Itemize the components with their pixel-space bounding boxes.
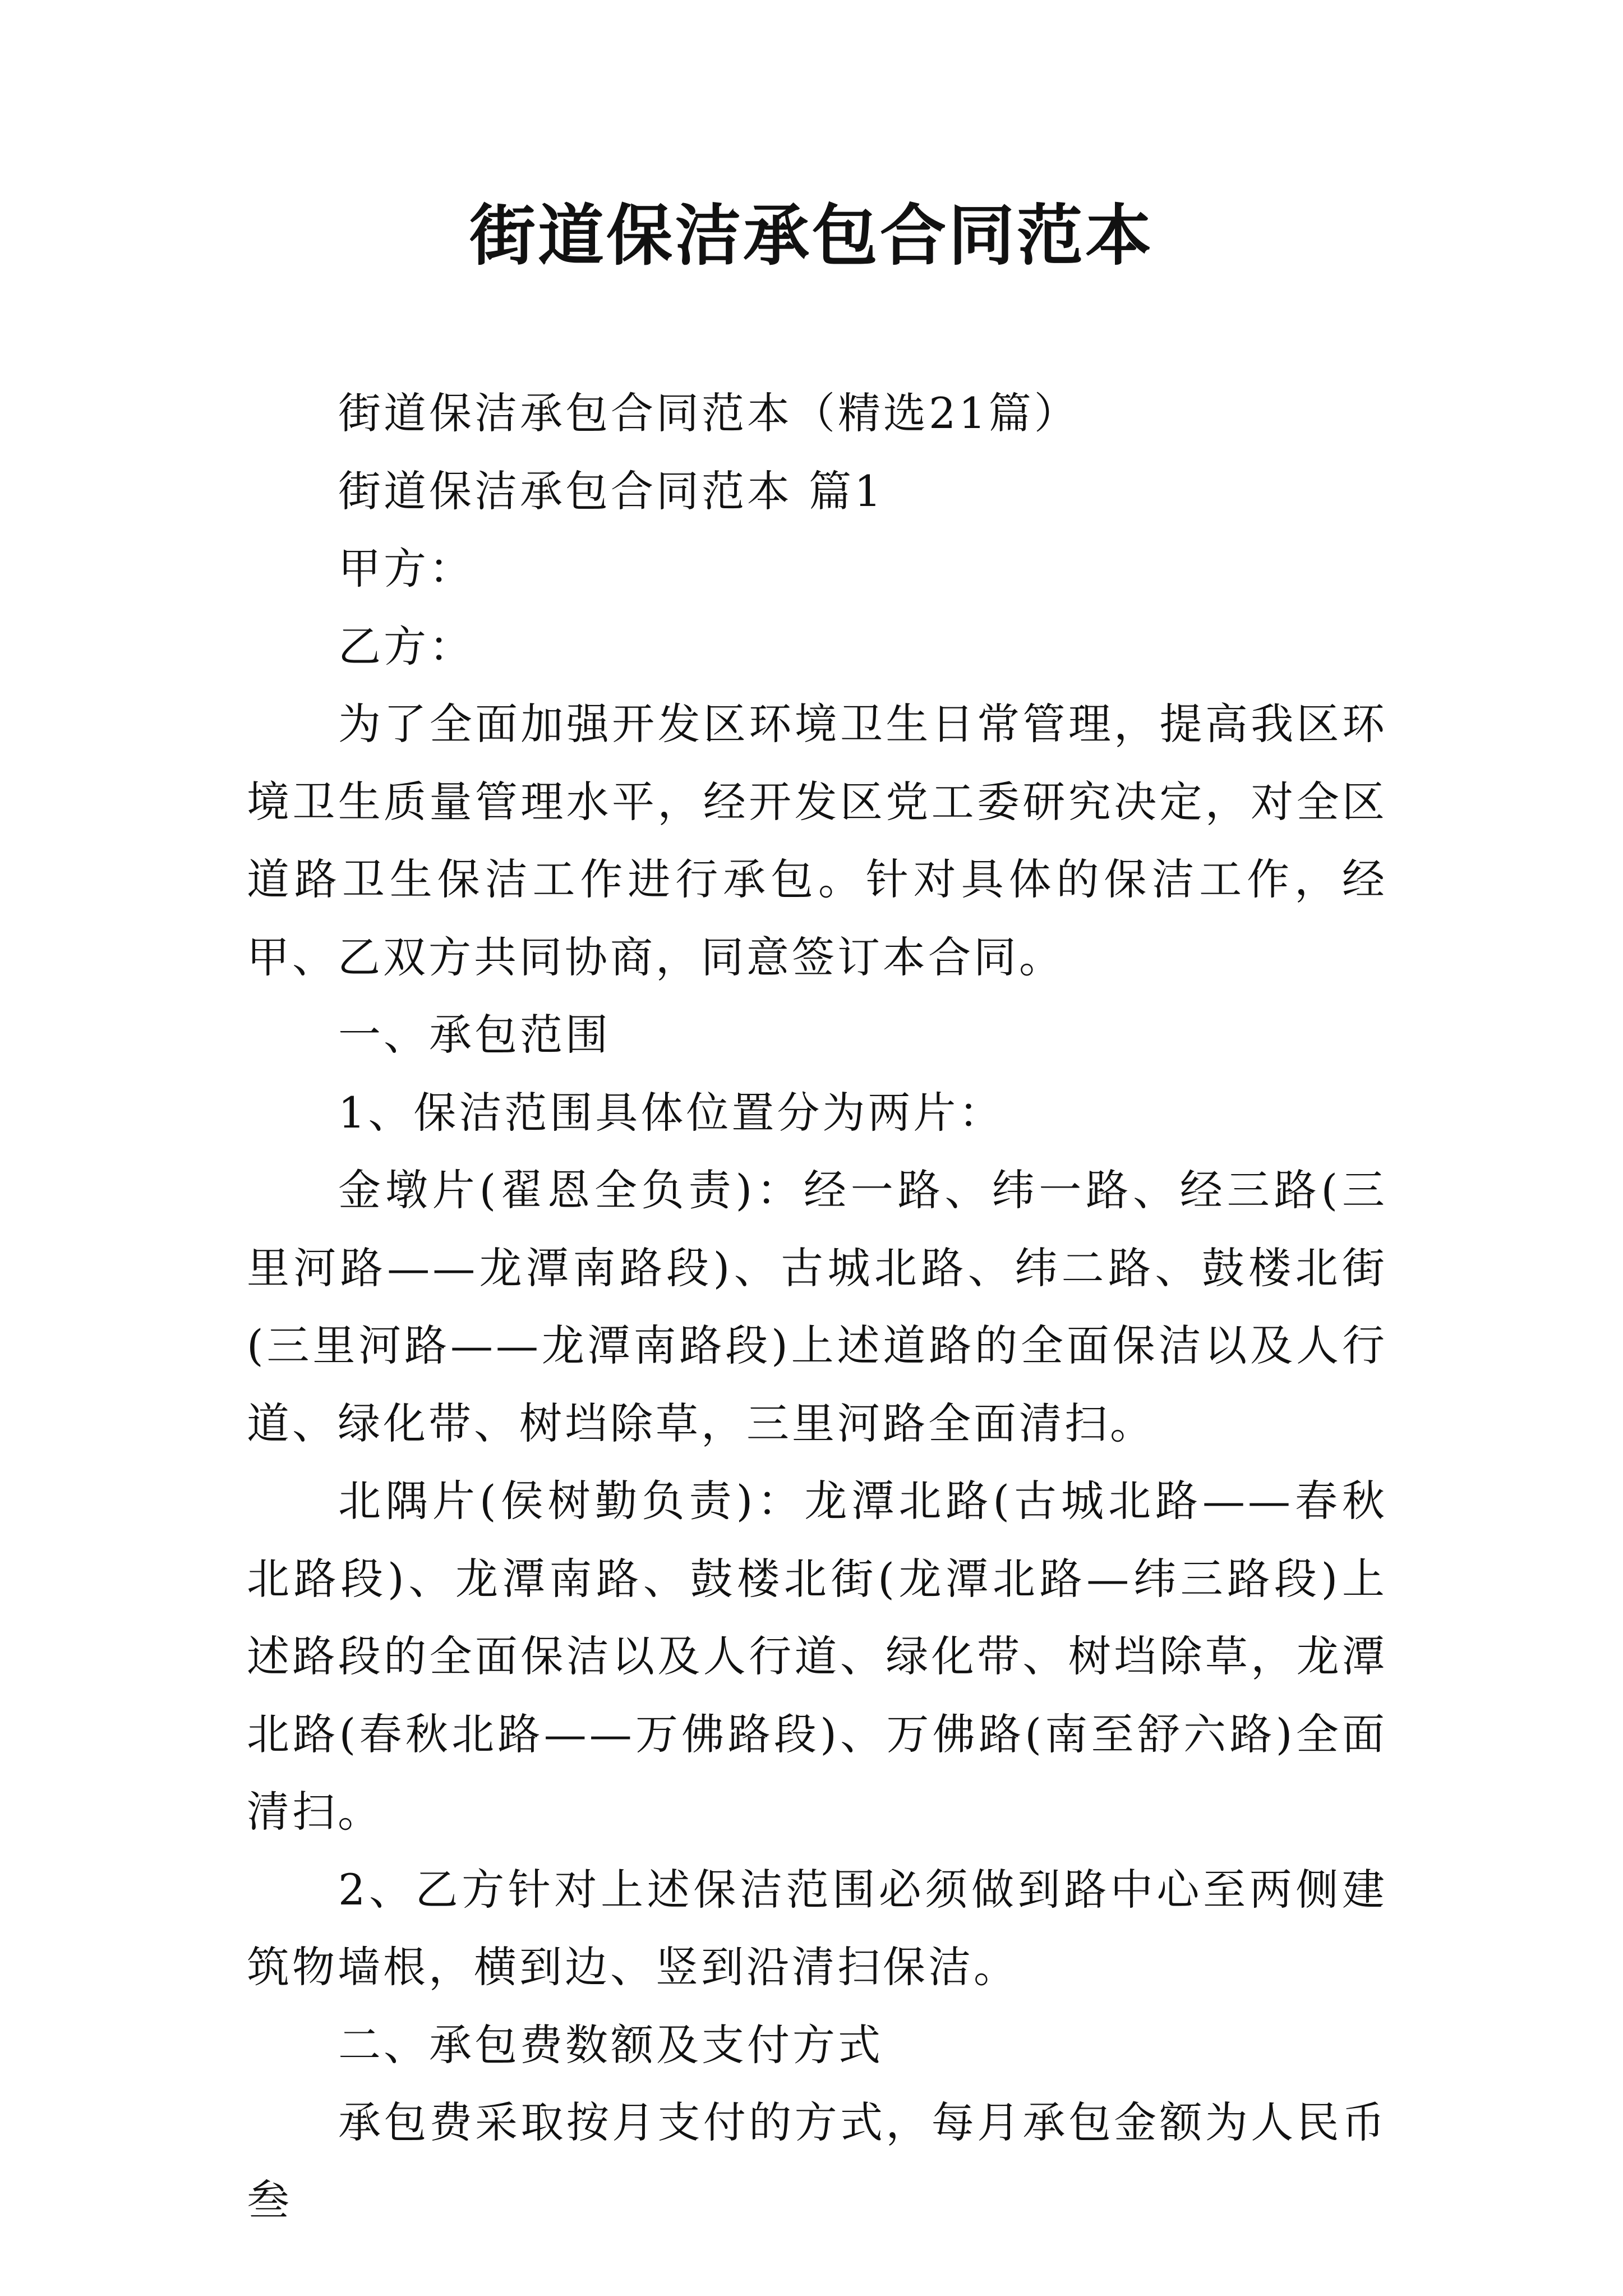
paragraph-fee-payment: 承包费采取按月支付的方式，每月承包金额为人民币叁 [247, 2097, 1387, 2225]
paragraph-jindun-area: 金墩片(翟恩全负责)：经一路、纬一路、经三路(三里河路——龙潭南路段)、古城北路、纬二路、鼓楼北街(三里河路——龙潭南路段)上述道路的全面保洁以及人行道、绿化带、树垱除草，三里河路全面清扫。 [247, 1165, 1387, 1448]
document-body [247, 375, 1387, 2239]
paragraph-section-heading: 街道保洁承包合同范本 篇1 [338, 466, 884, 516]
paragraph-preamble: 为了全面加强开发区环境卫生日常管理，提高我区环境卫生质量管理水平，经开发区党工委研究决定，对全区道路卫生保洁工作进行承包。针对具体的保洁工作，经甲、乙双方共同协商，同意签订本合同。 [247, 699, 1387, 982]
paragraph-party-a: 甲方： [338, 544, 474, 593]
paragraph-party-b: 乙方： [338, 621, 474, 671]
paragraph-heading-fees: 二、承包费数额及支付方式 [338, 2019, 883, 2070]
paragraph-subtitle: 街道保洁承包合同范本（精选21篇） [338, 388, 1080, 438]
paragraph-heading-scope: 一、承包范围 [338, 1010, 611, 1060]
paragraph-scope-item-2: 2、乙方针对上述保洁范围必须做到路中心至两侧建筑物墙根，横到边、竖到沿清扫保洁。 [247, 1864, 1387, 1992]
paragraph-scope-item-1: 1、保洁范围具体位置分为两片： [338, 1087, 1004, 1138]
paragraph-beiyu-area: 北隅片(侯树勤负责)：龙潭北路(古城北路——春秋北路段)、龙潭南路、鼓楼北街(龙潭北路—纬三路段)上述路段的全面保洁以及人行道、绿化带、树垱除草，龙潭北路(春秋北路——万佛路段)、万佛路(南至舒六路)全面清扫。 [247, 1476, 1387, 1837]
document-title: 街道保洁承包合同范本 [469, 196, 1154, 274]
